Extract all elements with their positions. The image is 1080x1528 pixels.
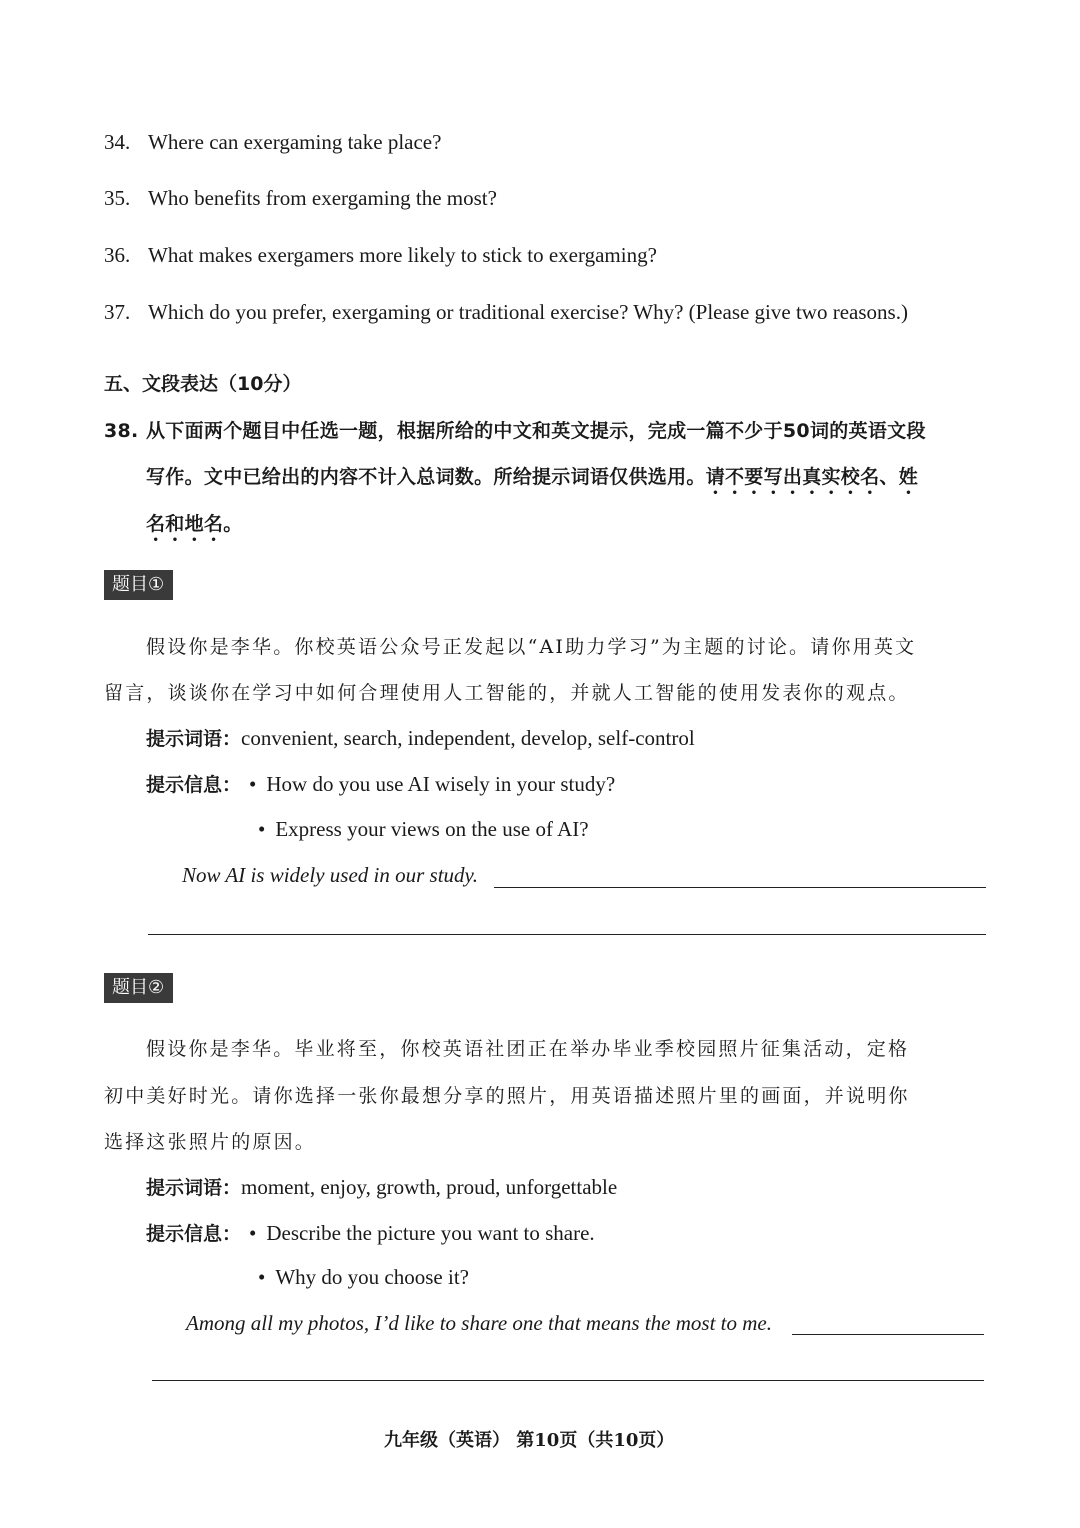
hint-bullet-1: Describe the picture you want to share. xyxy=(266,1221,595,1245)
question-37 xyxy=(104,300,908,325)
question-text: Which do you prefer, exergaming or traditional exercise? Why? (Please give two reasons.) xyxy=(148,300,908,324)
topic-2-prompt-line3: 选择这张照片的原因。 xyxy=(104,1131,317,1153)
topic-1-hint-info-2 xyxy=(258,817,589,842)
bullet-icon: • xyxy=(258,817,266,841)
question-38-instruction-line2 xyxy=(146,462,918,499)
question-text: What makes exergamers more likely to stick to exergaming? xyxy=(148,243,657,267)
answer-line[interactable] xyxy=(792,1334,984,1335)
topic-1-tag: 题目① xyxy=(104,570,173,600)
bullet-icon: • xyxy=(258,1265,266,1289)
topic-2-tag: 题目② xyxy=(104,973,173,1003)
question-35 xyxy=(104,186,497,211)
question-34 xyxy=(104,130,441,155)
topic-2-prompt-line2: 初中美好时光。请你选择一张你最想分享的照片，用英语描述照片里的画面，并说明你 xyxy=(104,1085,910,1107)
instruction-text: 写作。文中已给出的内容不计入总词数。所给提示词语仅供选用。 xyxy=(146,466,706,488)
topic-2-starter-sentence: Among all my photos, I’d like to share one that means the most to me. xyxy=(186,1311,772,1335)
topic-2-hint-info xyxy=(146,1219,595,1246)
topic-1-hint-info xyxy=(146,770,615,797)
instruction-text: 从下面两个题目中任选一题，根据所给的中文和英文提示，完成一篇不少于50词的英语文段 xyxy=(146,420,926,442)
topic-2-hint-info-2 xyxy=(258,1265,469,1290)
topic-2-prompt-line1: 假设你是李华。毕业将至，你校英语社团正在举办毕业季校园照片征集活动，定格 xyxy=(146,1038,910,1060)
question-number: 35. xyxy=(104,186,131,210)
hint-words-label: 提示词语： xyxy=(146,728,242,750)
hint-words-label: 提示词语： xyxy=(146,1177,242,1199)
section-heading: 五、文段表达（10分） xyxy=(104,373,302,395)
bullet-icon: • xyxy=(249,772,257,796)
question-number: 36. xyxy=(104,243,131,267)
page-footer: 九年级（英语） 第10页（共10页） xyxy=(384,1430,675,1451)
question-text: Where can exergaming take place? xyxy=(148,130,442,154)
topic-2-hint-words xyxy=(146,1173,617,1200)
topic-1-prompt-line1: 假设你是李华。你校英语公众号正发起以“AI助力学习”为主题的讨论。请你用英文 xyxy=(146,636,917,658)
hint-bullet-2: Express your views on the use of AI? xyxy=(275,817,589,841)
bullet-icon: • xyxy=(249,1221,257,1245)
answer-line[interactable] xyxy=(494,887,986,888)
hint-words: convenient, search, independent, develop, self-control xyxy=(241,726,695,750)
answer-line[interactable] xyxy=(152,1380,984,1381)
answer-line[interactable] xyxy=(148,934,986,935)
hint-words: moment, enjoy, growth, proud, unforgettable xyxy=(241,1175,618,1199)
question-number: 37. xyxy=(104,300,131,324)
hint-bullet-1: How do you use AI wisely in your study? xyxy=(266,772,616,796)
hint-info-label: 提示信息： xyxy=(146,1223,242,1245)
question-38-instruction-line3 xyxy=(146,509,243,546)
question-number: 34. xyxy=(104,130,131,154)
emphasized-instruction: 请不要写出真实校名、姓 xyxy=(705,466,919,488)
emphasized-instruction: 名和地名 xyxy=(146,513,224,535)
hint-bullet-2: Why do you choose it? xyxy=(275,1265,469,1289)
question-38-instruction-line1 xyxy=(104,416,926,443)
question-number: 38. xyxy=(104,420,139,442)
hint-info-label: 提示信息： xyxy=(146,774,242,796)
topic-1-starter-sentence: Now AI is widely used in our study. xyxy=(182,863,478,887)
question-36 xyxy=(104,243,657,268)
instruction-text: 。 xyxy=(223,513,243,535)
topic-1-hint-words xyxy=(146,724,695,751)
question-text: Who benefits from exergaming the most? xyxy=(148,186,497,210)
topic-1-prompt-line2: 留言，谈谈你在学习中如何合理使用人工智能的，并就人工智能的使用发表你的观点。 xyxy=(104,682,910,704)
